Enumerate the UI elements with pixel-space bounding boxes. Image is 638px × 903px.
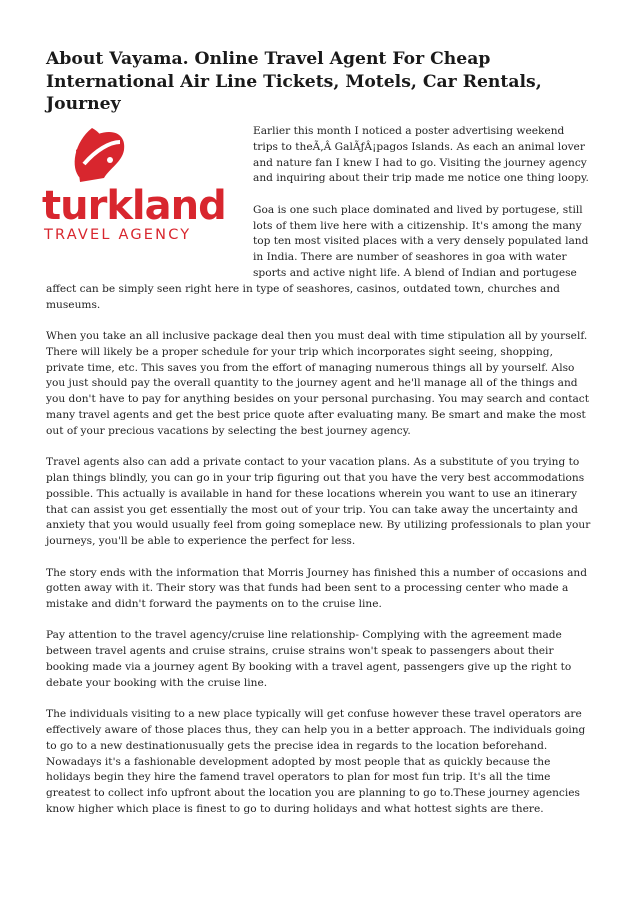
- logo-tagline: TRAVEL AGENCY: [44, 227, 192, 243]
- paragraph-1: Earlier this month I noticed a poster advertising weekend trips to theÃ‚Â GalÃƒÂ¡pagos Islands. As each an animal lover and nature fan I knew I had to go. Visiting the journey agency and inquiring about their trip made me notice one thing loopy.: [253, 125, 589, 185]
- logo-dot: [107, 157, 113, 163]
- paragraph-2: Goa is one such place dominated and lived by portugese, still lots of them live here with a citizenship. It's among the many top ten most visited places with a very densely populated land in India. There are number of seashores in goa with water sports and active night life. A blend of Indian and portugese affect can be simply seen right here in type of seashores, casinos, outdated town, churches and museums.: [46, 203, 589, 311]
- paragraph-6: Pay attention to the travel agency/cruise line relationship- Complying with the agreement made between travel agents and cruise strains, cruise strains won't speak to passengers about their booking made via a journey agent By booking with a travel agent, passengers give up the right to debate your booking with the cruise line.: [46, 629, 572, 689]
- paragraph-3: When you take an all inclusive package deal then you must deal with time stipulation all by yourself. There will likely be a proper schedule for your trip which incorporates sight seeing, shopping, private time, etc. This saves you from the effort of managing numerous things all by yourself. Also you just should pay the overall quantity to the journey agent and he'll manage all of the things and you don't have to pay for anything besides on your personal purchasing. You may search and contact many travel agents and get the best price quote after evaluating many. Be smart and make the most out of your precious vacations by selecting the best journey agency.: [46, 329, 589, 437]
- page-title: About Vayama. Online Travel Agent For Cheap International Air Line Tickets, Motels, Car Rentals, Journey: [46, 49, 542, 114]
- paragraph-7: The individuals visiting to a new place typically will get confuse however these travel operators are effectively aware of those places thus, they can help you in a better approach. The individuals going to go to a new destinationusually gets the precise idea in regards to the location beforehand. Nowadays it's a fashionable development adopted by most people that as quickly because the holidays begin they hire the famend travel operators to plan for most fun trip. It's all the time greatest to collect info upfront about the location you are planning to go to.These journey agencies know higher which place is finest to go to during holidays and what hottest sights are there.: [46, 708, 586, 816]
- paragraph-5: The story ends with the information that Morris Journey has finished this a number of occasions and gotten away with it. Their story was that funds had been sent to a processing center who made a mistake and didn't forward the payments on to the cruise line.: [46, 566, 587, 611]
- turkland-logo: [40, 124, 243, 270]
- paragraph-4: Travel agents also can add a private contact to your vacation plans. As a substitute of you trying to plan things blindly, you can go in your trip figuring out that you have the very best accommodations possible. This actually is available in hand for these locations wherein you want to use an itinerary that can assist you get essentially the most out of your trip. You can take away the uncertainty and anxiety that you would usually feel from going someplace new. By utilizing professionals to plan your journeys, you'll be able to experience the perfect for less.: [46, 456, 591, 548]
- logo-wordmark: turkland: [42, 183, 226, 229]
- article-body: [42, 124, 592, 833]
